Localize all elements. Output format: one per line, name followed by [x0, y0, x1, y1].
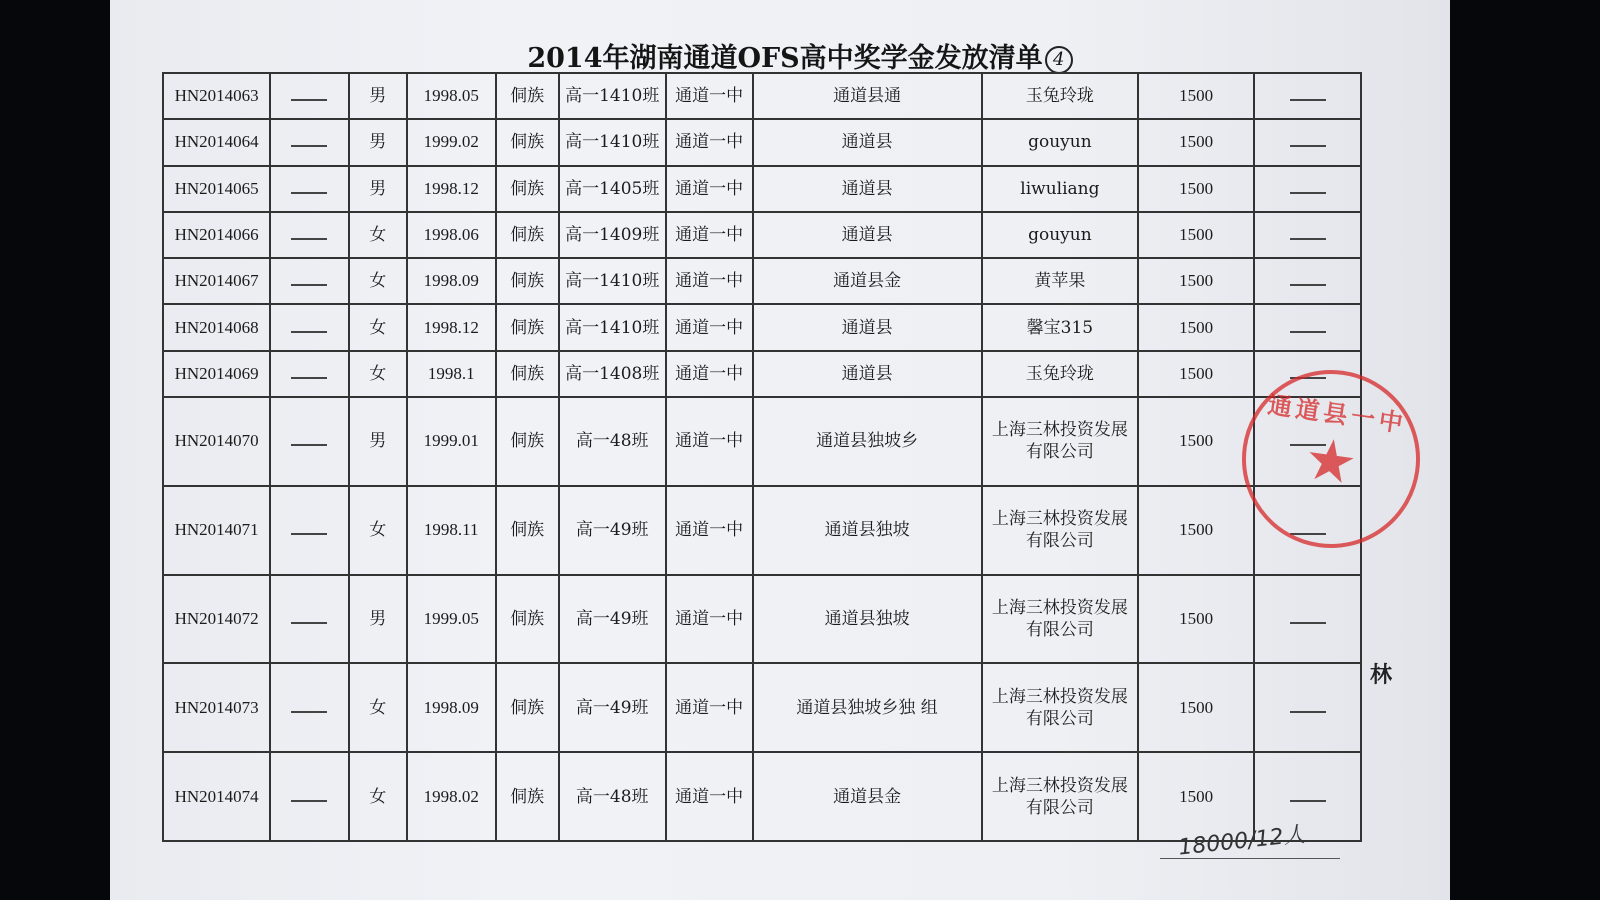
cell-id: HN2014068	[163, 304, 270, 350]
cell-amount: 1500	[1138, 663, 1254, 752]
cell-signature	[1254, 212, 1361, 258]
redaction-mark	[291, 91, 327, 101]
cell-ethnicity: 侗族	[496, 575, 559, 664]
cell-school: 通道一中	[666, 752, 753, 841]
cell-school: 通道一中	[666, 351, 753, 397]
cell-school: 通道一中	[666, 258, 753, 304]
cell-birth: 1998.06	[407, 212, 496, 258]
cell-donor: 玉兔玲珑	[982, 73, 1138, 119]
cell-donor: 上海三林投资发展有限公司	[982, 397, 1138, 486]
cell-school: 通道一中	[666, 119, 753, 165]
cell-gender: 女	[349, 351, 407, 397]
redaction-mark	[291, 323, 327, 333]
cell-donor: 上海三林投资发展有限公司	[982, 752, 1138, 841]
cell-id: HN2014064	[163, 119, 270, 165]
cell-address: 通道县独坡	[753, 575, 982, 664]
redaction-mark	[291, 703, 327, 713]
cell-donor: 馨宝315	[982, 304, 1138, 350]
cell-birth: 1999.05	[407, 575, 496, 664]
cell-birth: 1998.12	[407, 166, 496, 212]
cell-signature	[1254, 166, 1361, 212]
cell-school: 通道一中	[666, 575, 753, 664]
cell-signature	[1254, 663, 1361, 752]
page-number-circled: 4	[1045, 46, 1073, 74]
cell-name-redacted	[270, 752, 348, 841]
cell-amount: 1500	[1138, 258, 1254, 304]
cell-gender: 女	[349, 258, 407, 304]
redaction-mark	[1290, 703, 1326, 713]
cell-ethnicity: 侗族	[496, 304, 559, 350]
cell-school: 通道一中	[666, 397, 753, 486]
cell-ethnicity: 侗族	[496, 351, 559, 397]
cell-gender: 男	[349, 73, 407, 119]
cell-donor: 玉兔玲珑	[982, 351, 1138, 397]
cell-signature	[1254, 258, 1361, 304]
cell-ethnicity: 侗族	[496, 486, 559, 575]
cell-class: 高一1408班	[559, 351, 666, 397]
cell-name-redacted	[270, 663, 348, 752]
scholarship-table	[162, 72, 1362, 842]
cell-id: HN2014073	[163, 663, 270, 752]
cell-name-redacted	[270, 397, 348, 486]
cell-address: 通道县	[753, 119, 982, 165]
table-row	[163, 212, 1361, 258]
table-body	[163, 73, 1361, 841]
cell-school: 通道一中	[666, 304, 753, 350]
cell-school: 通道一中	[666, 166, 753, 212]
margin-mark: 林	[1370, 662, 1393, 688]
cell-id: HN2014071	[163, 486, 270, 575]
cell-id: HN2014072	[163, 575, 270, 664]
cell-donor: liwuliang	[982, 166, 1138, 212]
table-row	[163, 73, 1361, 119]
redaction-mark	[291, 436, 327, 446]
cell-amount: 1500	[1138, 752, 1254, 841]
cell-gender: 女	[349, 486, 407, 575]
table-row	[163, 166, 1361, 212]
redaction-mark	[291, 137, 327, 147]
cell-donor: 上海三林投资发展有限公司	[982, 575, 1138, 664]
cell-name-redacted	[270, 212, 348, 258]
cell-gender: 女	[349, 752, 407, 841]
cell-gender: 女	[349, 304, 407, 350]
cell-ethnicity: 侗族	[496, 166, 559, 212]
cell-name-redacted	[270, 166, 348, 212]
redaction-mark	[1290, 137, 1326, 147]
cell-ethnicity: 侗族	[496, 212, 559, 258]
table-row	[163, 351, 1361, 397]
cell-amount: 1500	[1138, 73, 1254, 119]
cell-class: 高一1410班	[559, 119, 666, 165]
cell-amount: 1500	[1138, 486, 1254, 575]
cell-address: 通道县	[753, 304, 982, 350]
redaction-mark	[1290, 230, 1326, 240]
cell-birth: 1998.11	[407, 486, 496, 575]
redaction-mark	[1290, 91, 1326, 101]
cell-id: HN2014069	[163, 351, 270, 397]
cell-class: 高一1410班	[559, 258, 666, 304]
cell-ethnicity: 侗族	[496, 73, 559, 119]
cell-school: 通道一中	[666, 212, 753, 258]
cell-address: 通道县独坡	[753, 486, 982, 575]
cell-donor: gouyun	[982, 212, 1138, 258]
table-row	[163, 119, 1361, 165]
redaction-mark	[1290, 614, 1326, 624]
cell-address: 通道县金	[753, 258, 982, 304]
handwritten-total: 18000/12人	[1177, 822, 1307, 861]
cell-name-redacted	[270, 258, 348, 304]
cell-id: HN2014074	[163, 752, 270, 841]
cell-birth: 1999.01	[407, 397, 496, 486]
redaction-mark	[291, 276, 327, 286]
cell-birth: 1998.09	[407, 258, 496, 304]
cell-birth: 1999.02	[407, 119, 496, 165]
cell-birth: 1998.05	[407, 73, 496, 119]
cell-signature	[1254, 119, 1361, 165]
cell-birth: 1998.12	[407, 304, 496, 350]
redaction-mark	[291, 184, 327, 194]
cell-donor: 黄苹果	[982, 258, 1138, 304]
cell-class: 高一49班	[559, 486, 666, 575]
table-row	[163, 575, 1361, 664]
cell-name-redacted	[270, 73, 348, 119]
cell-donor: 上海三林投资发展有限公司	[982, 486, 1138, 575]
redaction-mark	[291, 230, 327, 240]
star-icon: ★	[1300, 423, 1362, 499]
cell-address: 通道县金	[753, 752, 982, 841]
cell-class: 高一1410班	[559, 73, 666, 119]
title-text: 2014年湖南通道OFS高中奖学金发放清单	[527, 43, 1043, 74]
cell-name-redacted	[270, 304, 348, 350]
cell-donor: 上海三林投资发展有限公司	[982, 663, 1138, 752]
cell-id: HN2014070	[163, 397, 270, 486]
cell-amount: 1500	[1138, 351, 1254, 397]
cell-birth: 1998.1	[407, 351, 496, 397]
cell-school: 通道一中	[666, 73, 753, 119]
cell-class: 高一49班	[559, 663, 666, 752]
redaction-mark	[291, 369, 327, 379]
cell-address: 通道县通	[753, 73, 982, 119]
cell-gender: 女	[349, 663, 407, 752]
cell-class: 高一1410班	[559, 304, 666, 350]
cell-amount: 1500	[1138, 575, 1254, 664]
cell-ethnicity: 侗族	[496, 119, 559, 165]
cell-id: HN2014063	[163, 73, 270, 119]
redaction-mark	[291, 525, 327, 535]
cell-amount: 1500	[1138, 304, 1254, 350]
cell-birth: 1998.09	[407, 663, 496, 752]
cell-signature	[1254, 304, 1361, 350]
cell-amount: 1500	[1138, 166, 1254, 212]
cell-name-redacted	[270, 351, 348, 397]
cell-id: HN2014067	[163, 258, 270, 304]
cell-gender: 男	[349, 119, 407, 165]
cell-gender: 男	[349, 397, 407, 486]
cell-school: 通道一中	[666, 663, 753, 752]
table-row	[163, 397, 1361, 486]
cell-school: 通道一中	[666, 486, 753, 575]
redaction-mark	[1290, 276, 1326, 286]
cell-ethnicity: 侗族	[496, 663, 559, 752]
cell-class: 高一49班	[559, 575, 666, 664]
redaction-mark	[291, 614, 327, 624]
cell-address: 通道县独坡乡	[753, 397, 982, 486]
note-underline	[1160, 858, 1340, 859]
cell-class: 高一1409班	[559, 212, 666, 258]
table-row	[163, 752, 1361, 841]
cell-signature	[1254, 575, 1361, 664]
cell-birth: 1998.02	[407, 752, 496, 841]
cell-id: HN2014066	[163, 212, 270, 258]
cell-ethnicity: 侗族	[496, 752, 559, 841]
cell-gender: 男	[349, 166, 407, 212]
cell-donor: gouyun	[982, 119, 1138, 165]
cell-id: HN2014065	[163, 166, 270, 212]
table-row	[163, 304, 1361, 350]
redaction-mark	[1290, 792, 1326, 802]
cell-address: 通道县	[753, 166, 982, 212]
table-row	[163, 486, 1361, 575]
cell-address: 通道县	[753, 212, 982, 258]
cell-class: 高一1405班	[559, 166, 666, 212]
cell-gender: 女	[349, 212, 407, 258]
document-title	[0, 36, 1600, 75]
table-row	[163, 663, 1361, 752]
redaction-mark	[1290, 184, 1326, 194]
cell-address: 通道县	[753, 351, 982, 397]
redaction-mark	[1290, 323, 1326, 333]
cell-class: 高一48班	[559, 752, 666, 841]
cell-ethnicity: 侗族	[496, 397, 559, 486]
cell-signature	[1254, 73, 1361, 119]
cell-amount: 1500	[1138, 212, 1254, 258]
cell-ethnicity: 侗族	[496, 258, 559, 304]
cell-name-redacted	[270, 119, 348, 165]
official-seal: 通道县一中 ★	[1230, 358, 1431, 559]
cell-amount: 1500	[1138, 119, 1254, 165]
cell-name-redacted	[270, 486, 348, 575]
redaction-mark	[291, 792, 327, 802]
cell-amount: 1500	[1138, 397, 1254, 486]
table-row	[163, 258, 1361, 304]
cell-class: 高一48班	[559, 397, 666, 486]
cell-address: 通道县独坡乡独 组	[753, 663, 982, 752]
cell-gender: 男	[349, 575, 407, 664]
cell-name-redacted	[270, 575, 348, 664]
